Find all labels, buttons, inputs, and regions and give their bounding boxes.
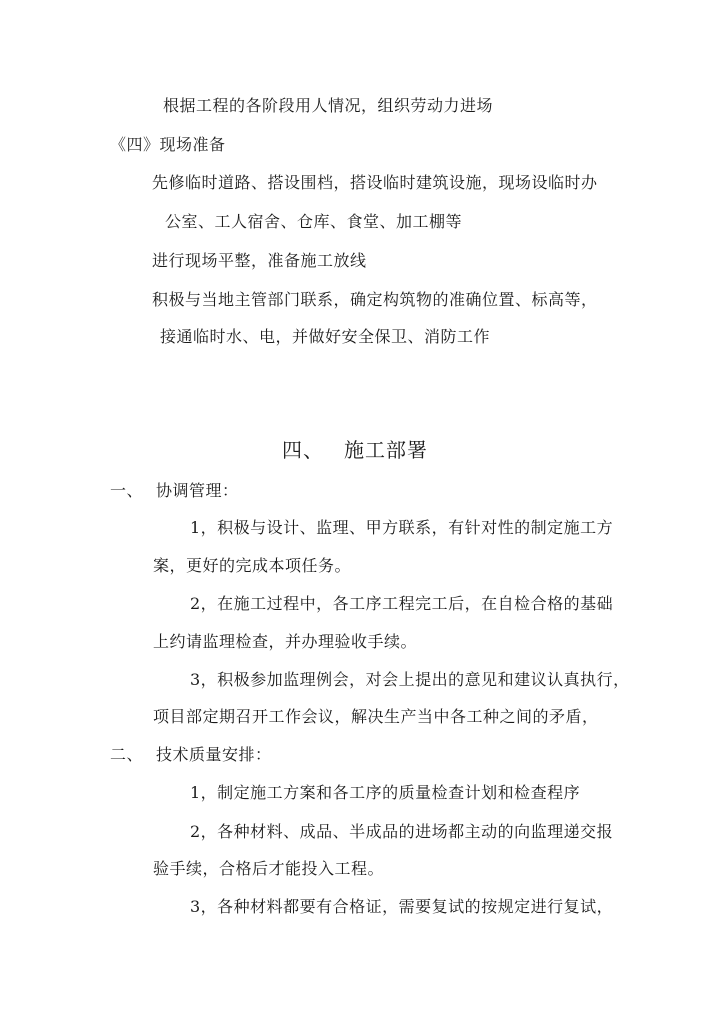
section-2-line-2: 2，各种材料、成品、半成品的进场都主动的向监理递交报 [190, 822, 614, 841]
section-1-line-5: 3，积极参加监理例会，对会上提出的意见和建议认真执行， [190, 670, 630, 689]
site-preparation-title: 《四》现场准备 [110, 135, 226, 154]
section-2-number: 二、 [110, 745, 144, 764]
section-1-line-4: 上约请监理检查，并办理验收手续。 [153, 632, 418, 651]
prep-item-3-continued: 接通临时水、电，并做好安全保卫、消防工作 [160, 327, 491, 346]
section-2-line-3: 验手续，合格后才能投入工程。 [153, 859, 385, 878]
section-1-heading [110, 481, 239, 501]
section-2-line-1: 1，制定施工方案和各工序的质量检查计划和检查程序 [190, 783, 581, 802]
chapter-title: 施工部署 [344, 438, 428, 462]
prep-item-1: 先修临时道路、搭设围档，搭设临时建筑设施，现场设临时办 [152, 173, 598, 192]
section-1-line-6: 项目部定期召开工作会议，解决生产当中各工种之间的矛盾， [153, 707, 599, 726]
section-2-heading [110, 745, 272, 765]
chapter-number: 四、 [282, 438, 324, 462]
section-1-line-1: 1，积极与设计、监理、甲方联系，有针对性的制定施工方 [190, 518, 614, 537]
section-1-number: 一、 [110, 481, 144, 500]
labor-arrangement-line: 根据工程的各阶段用人情况，组织劳动力进场 [163, 96, 494, 115]
section-2-title: 技术质量安排： [156, 745, 272, 764]
section-1-line-3: 2，在施工过程中，各工序工程完工后，在自检合格的基础 [190, 594, 614, 613]
section-1-title: 协调管理： [156, 481, 239, 500]
prep-item-3: 积极与当地主管部门联系，确定构筑物的准确位置、标高等， [152, 290, 598, 309]
prep-item-1-continued: 公室、工人宿舍、仓库、食堂、加工棚等 [165, 212, 463, 231]
section-1-line-2: 案，更好的完成本项任务。 [153, 556, 352, 575]
chapter-heading [282, 438, 428, 462]
section-2-line-4: 3，各种材料都要有合格证，需要复试的按规定进行复试， [190, 897, 614, 916]
prep-item-2: 进行现场平整，准备施工放线 [152, 251, 367, 270]
